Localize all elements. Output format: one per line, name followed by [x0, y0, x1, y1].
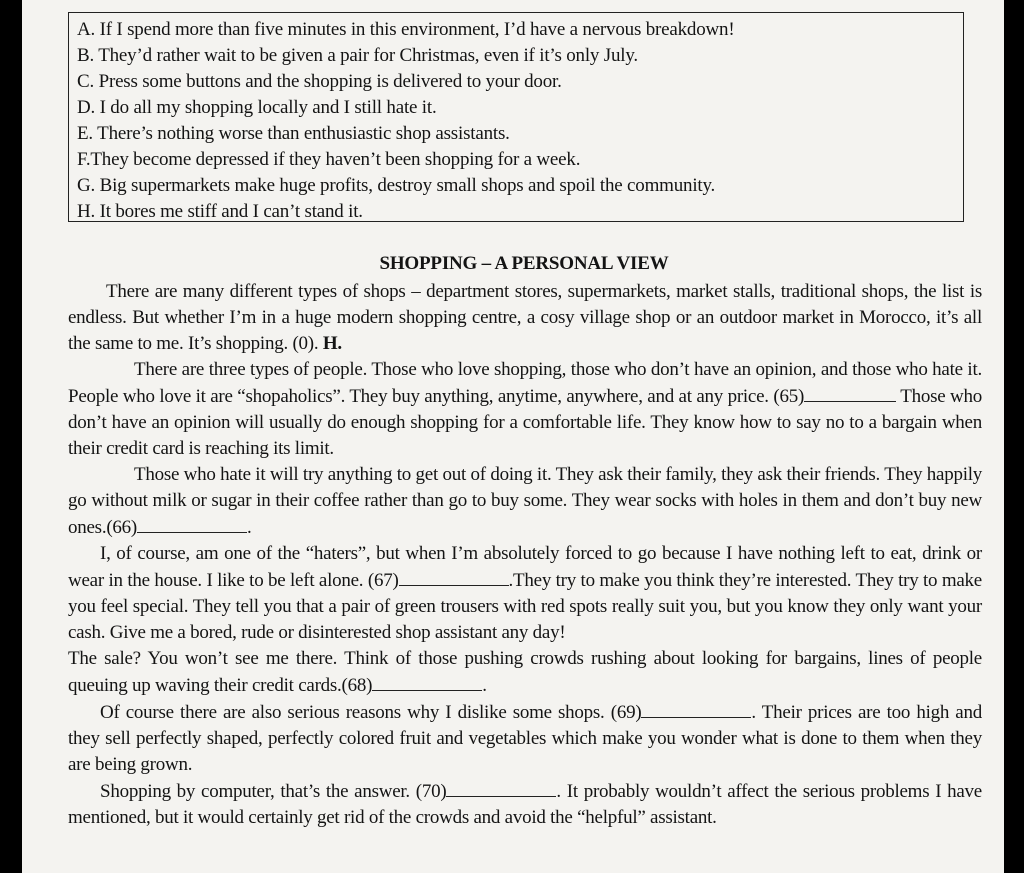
paragraph-4 — [68, 541, 982, 646]
example-answer: H. — [322, 333, 342, 354]
paragraph-1 — [68, 279, 982, 357]
option-h: H. It bores me stiff and I can’t stand it. — [77, 201, 363, 222]
gap-70-blank[interactable] — [446, 778, 556, 797]
paragraph-2-text-b: Those who don’t have an opinion will usually do enough shopping for a comfortable life. They know how to say no to a bargain when their credit card is reaching its limit. — [68, 386, 983, 459]
gap-68-blank[interactable] — [372, 672, 482, 691]
option-b: B. They’d rather wait to be given a pair for Christmas, even if it’s only July. — [77, 45, 638, 66]
paragraph-3-text-a: Those who hate it will try anything to get out of doing it. They ask their family, they ask their friends. They happily go without milk or sugar in their coffee rather than go to buy some. They wear socks with holes in them and don’t buy new ones.(66) — [68, 464, 982, 538]
paragraph-5-text-a: The sale? You won’t see me there. Think of those pushing crowds rushing about looking for bargains, lines of people queuing up waving their credit cards.(68) — [68, 648, 982, 696]
paragraph-6 — [68, 699, 982, 778]
paragraph-5 — [68, 646, 982, 699]
option-e: E. There’s nothing worse than enthusiastic shop assistants. — [77, 123, 510, 144]
paragraph-2 — [68, 357, 982, 462]
article-body — [68, 279, 982, 831]
paragraph-3 — [68, 462, 982, 541]
option-d: D. I do all my shopping locally and I still hate it. — [77, 97, 437, 118]
paragraph-2-text-a: There are three types of people. Those who love shopping, those who don’t have an opinion, and those who hate it. People who love it are “shopaholics”. They buy anything, anytime, anywhere, and at any price. (65) — [68, 359, 982, 407]
gap-66-blank[interactable] — [137, 514, 247, 533]
article-title: SHOPPING – A PERSONAL VIEW — [379, 253, 669, 274]
gap-67-blank[interactable] — [399, 567, 509, 586]
paragraph-6-text-b: . Their prices are too high and they sell perfectly shaped, perfectly colored fruit and vegetables which make you wonder what is done to them when they are being grown. — [68, 702, 982, 775]
option-f: F.They become depressed if they haven’t been shopping for a week. — [77, 149, 581, 170]
gap-69-blank[interactable] — [641, 699, 751, 718]
paragraph-3-text-b: . — [246, 517, 252, 538]
worksheet-page — [22, 0, 1004, 873]
paragraph-4-text-a: I, of course, am one of the “haters”, but when I’m absolutely forced to go because I have nothing left to eat, drink or wear in the house. I like to be left alone. (67) — [68, 543, 982, 591]
paragraph-6-text-a: Of course there are also serious reasons why I dislike some shops. (69) — [100, 702, 642, 723]
option-a: A. If I spend more than five minutes in this environment, I’d have a nervous breakdown! — [77, 19, 735, 40]
options-box — [68, 12, 964, 222]
paragraph-7-text-b: . It probably wouldn’t affect the serious problems I have mentioned, but it would certainly get rid of the crowds and avoid the “helpful” assistant. — [68, 781, 982, 828]
paragraph-7-text-a: Shopping by computer, that’s the answer. (70) — [100, 781, 447, 802]
gap-65-blank[interactable] — [804, 383, 896, 402]
option-g: G. Big supermarkets make huge profits, destroy small shops and spoil the community. — [77, 175, 716, 196]
paragraph-5-text-b: . — [482, 675, 487, 696]
paragraph-4-text-b: .They try to make you think they’re interested. They try to make you feel special. They tell you that a pair of green trousers with red spots really suit you, but you know they only want your cash. Give me a bored, rude or disinterested shop assistant any day! — [68, 570, 982, 643]
option-c: C. Press some buttons and the shopping is delivered to your door. — [77, 71, 562, 92]
paragraph-1-text: There are many different types of shops – department stores, supermarkets, market stalls, traditional shops, the list is endless. But whether I’m in a huge modern shopping centre, a cosy village shop or an outdoor market in Morocco, it’s all the same to me. It’s shopping. (0). — [68, 281, 982, 354]
paragraph-7 — [68, 778, 982, 831]
